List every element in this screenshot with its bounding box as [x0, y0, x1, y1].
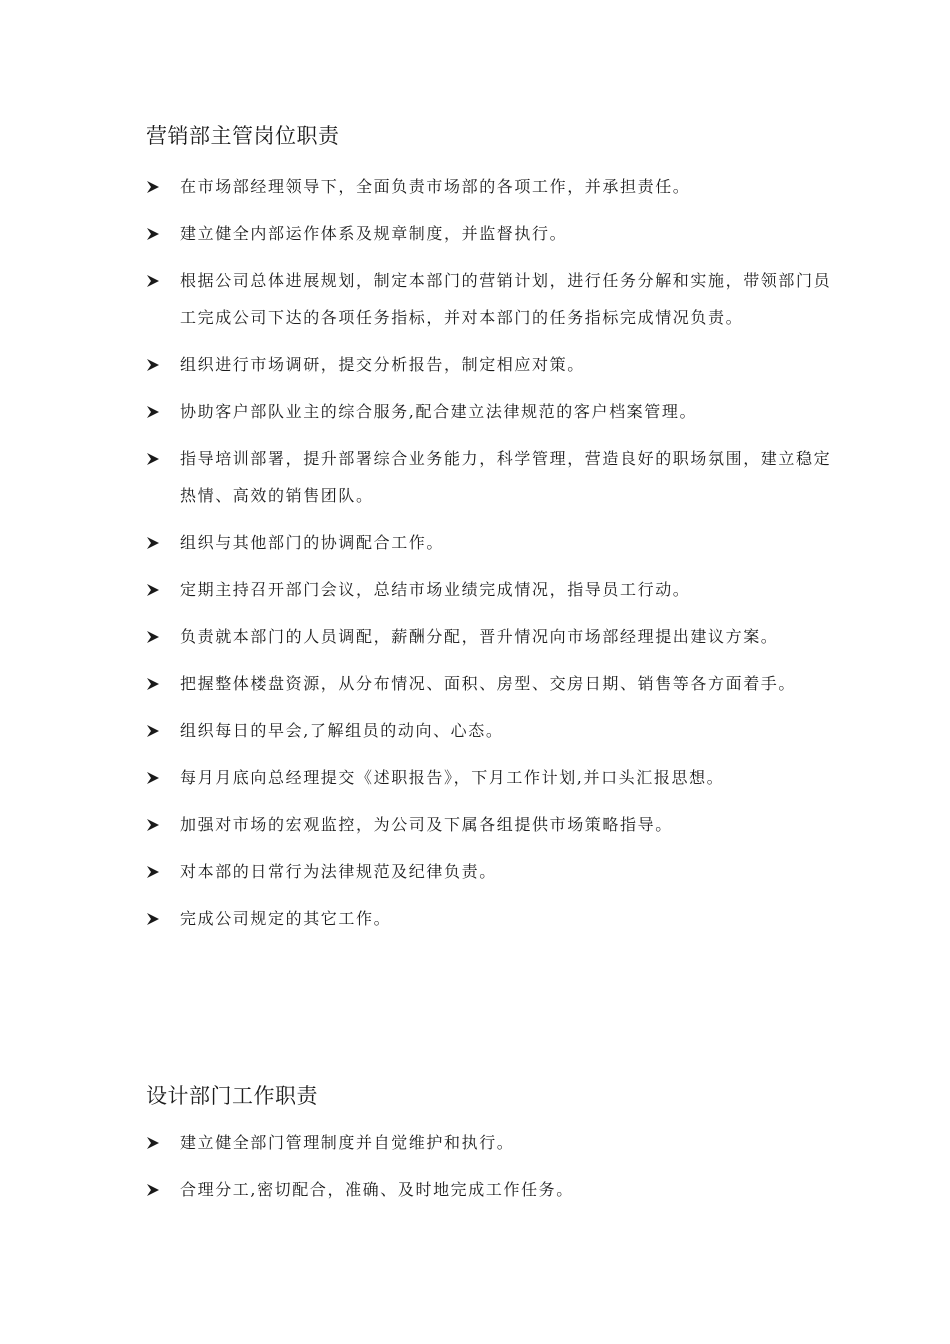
design-department-duties-list — [146, 1124, 836, 1218]
list-item-text: 协助客户部队业主的综合服务,配合建立法律规范的客户档案管理。 — [180, 402, 698, 421]
list-item — [146, 1124, 836, 1161]
list-item — [146, 853, 836, 890]
arrowhead-bullet-icon — [146, 806, 166, 843]
arrowhead-bullet-icon — [146, 571, 166, 608]
list-item-text: 根据公司总体进展规划，制定本部门的营销计划，进行任务分解和实施，带领部门员工完成公司下达的各项任务指标，并对本部门的任务指标完成情况负责。 — [180, 271, 832, 327]
list-item-text: 在市场部经理领导下，全面负责市场部的各项工作，并承担责任。 — [180, 177, 691, 196]
list-item-text: 组织每日的早会,了解组员的动向、心态。 — [180, 721, 504, 740]
arrowhead-bullet-icon — [146, 440, 166, 477]
list-item — [146, 900, 836, 937]
list-item-text: 对本部的日常行为法律规范及纪律负责。 — [180, 862, 497, 881]
list-item — [146, 665, 836, 702]
list-item — [146, 440, 836, 514]
arrowhead-bullet-icon — [146, 215, 166, 252]
list-item — [146, 524, 836, 561]
list-item-text: 每月月底向总经理提交《述职报告》，下月工作计划,并口头汇报思想。 — [180, 768, 725, 787]
list-item-text: 组织进行市场调研，提交分析报告，制定相应对策。 — [180, 355, 585, 374]
list-item — [146, 571, 836, 608]
marketing-supervisor-duties-list — [146, 168, 836, 947]
list-item — [146, 215, 836, 252]
arrowhead-bullet-icon — [146, 618, 166, 655]
list-item — [146, 712, 836, 749]
list-item-text: 建立健全内部运作体系及规章制度，并监督执行。 — [180, 224, 568, 243]
arrowhead-bullet-icon — [146, 712, 166, 749]
list-item — [146, 262, 836, 336]
arrowhead-bullet-icon — [146, 1171, 166, 1208]
arrowhead-bullet-icon — [146, 1124, 166, 1161]
arrowhead-bullet-icon — [146, 393, 166, 430]
section-heading-marketing-supervisor: 营销部主管岗位职责 — [146, 124, 340, 148]
list-item-text: 合理分工,密切配合，准确、及时地完成工作任务。 — [180, 1180, 574, 1199]
list-item-text: 建立健全部门管理制度并自觉维护和执行。 — [180, 1133, 515, 1152]
list-item-text: 加强对市场的宏观监控，为公司及下属各组提供市场策略指导。 — [180, 815, 673, 834]
arrowhead-bullet-icon — [146, 900, 166, 937]
list-item — [146, 759, 836, 796]
arrowhead-bullet-icon — [146, 665, 166, 702]
list-item — [146, 393, 836, 430]
arrowhead-bullet-icon — [146, 168, 166, 205]
list-item-text: 定期主持召开部门会议，总结市场业绩完成情况，指导员工行动。 — [180, 580, 691, 599]
list-item-text: 完成公司规定的其它工作。 — [180, 909, 392, 928]
list-item — [146, 618, 836, 655]
section-heading-design-department: 设计部门工作职责 — [146, 1084, 318, 1108]
list-item-text: 把握整体楼盘资源，从分布情况、面积、房型、交房日期、销售等各方面着手。 — [180, 674, 797, 693]
list-item-text: 指导培训部署，提升部署综合业务能力，科学管理，营造良好的职场氛围，建立稳定热情、高效的销售团队。 — [180, 449, 832, 505]
list-item — [146, 806, 836, 843]
arrowhead-bullet-icon — [146, 524, 166, 561]
list-item-text: 负责就本部门的人员调配，薪酬分配，晋升情况向市场部经理提出建议方案。 — [180, 627, 779, 646]
arrowhead-bullet-icon — [146, 346, 166, 383]
arrowhead-bullet-icon — [146, 853, 166, 890]
list-item — [146, 168, 836, 205]
arrowhead-bullet-icon — [146, 759, 166, 796]
list-item — [146, 346, 836, 383]
list-item — [146, 1171, 836, 1208]
arrowhead-bullet-icon — [146, 262, 166, 299]
list-item-text: 组织与其他部门的协调配合工作。 — [180, 533, 445, 552]
